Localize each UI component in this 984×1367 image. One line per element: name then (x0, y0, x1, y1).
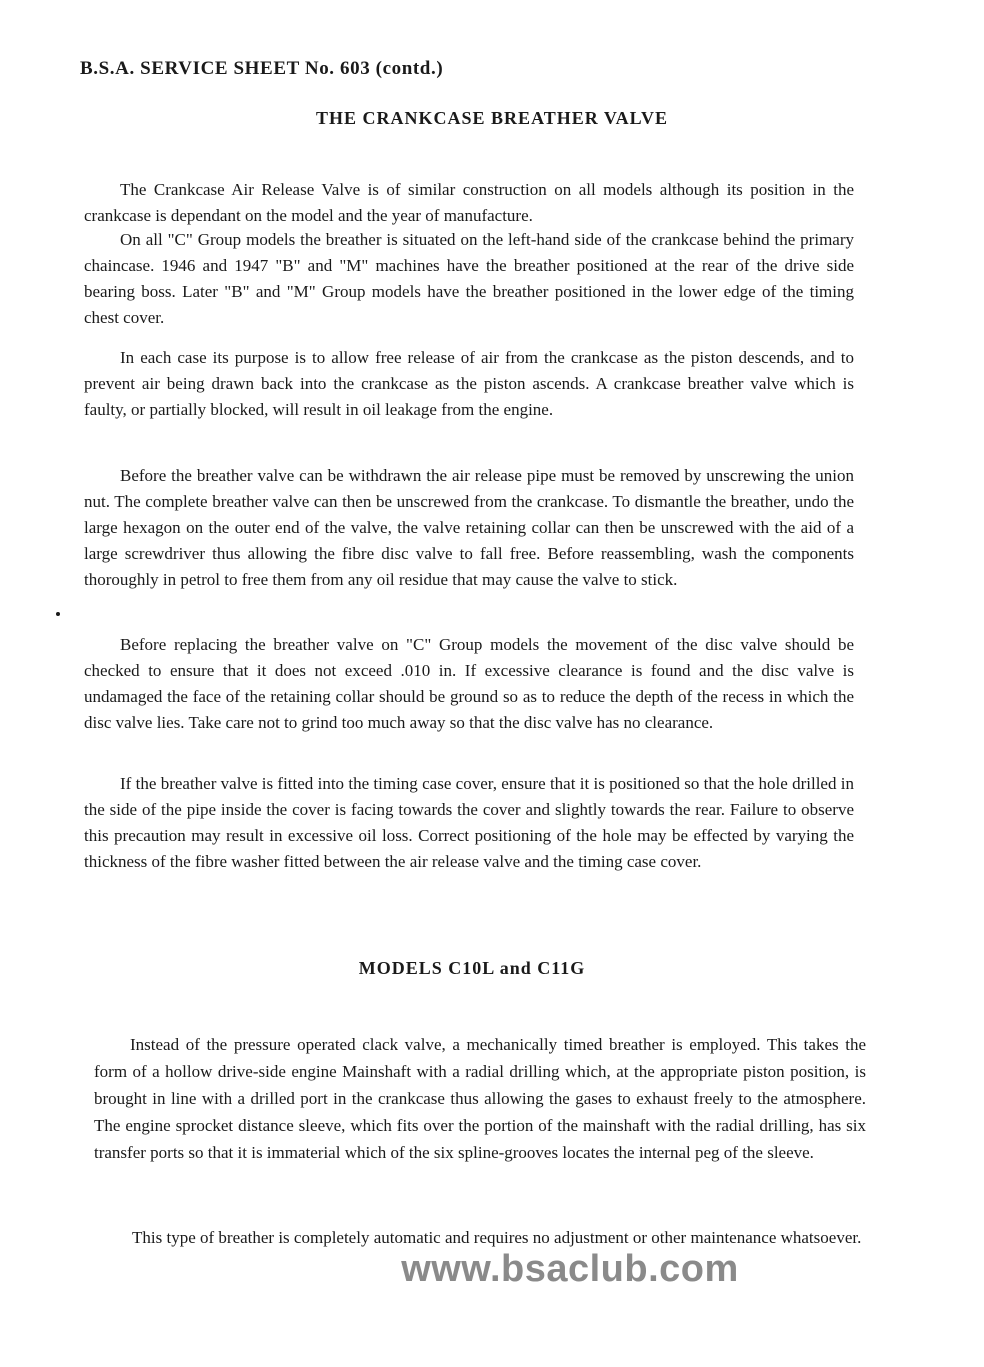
site-watermark: www.bsaclub.com (401, 1248, 739, 1290)
section-title-breather-valve: THE CRANKCASE BREATHER VALVE (316, 108, 668, 128)
paragraph: This type of breather is completely automatic and requires no adjustment or other maintenance whatsoever. (132, 1228, 862, 1247)
paragraph: In each case its purpose is to allow free release of air from the crankcase as the piston descends, and to prevent air being drawn back into the crankcase as the piston ascends. A crankcase breather valve which is faulty, or partially blocked, will result in oil leakage from the engine. (84, 348, 854, 419)
paragraph: Instead of the pressure operated clack valve, a mechanically timed breather is employed. This takes the form of a hollow drive-side engine Mainshaft with a radial drilling which, at the appropriate piston position, is brought in line with a drilled port in the crankcase thus allowing the gases to exhaust freely to the atmosphere. The engine sprocket distance sleeve, which fits over the portion of the mainshaft with the radial drilling, has six transfer ports so that it is immaterial which of the six spline-grooves locates the internal peg of the sleeve. (94, 1035, 866, 1162)
paragraph: The Crankcase Air Release Valve is of similar construction on all models although its position in the crankcase is dependant on the model and the year of manufacture. (84, 180, 854, 225)
sheet-header: B.S.A. SERVICE SHEET No. 603 (contd.) (80, 58, 444, 79)
paragraph: Before the breather valve can be withdrawn the air release pipe must be removed by unscrewing the union nut. The complete breather valve can then be unscrewed from the crankcase. To dismantle the breather, undo the large hexagon on the outer end of the valve, the valve retaining collar can then be unscrewed with the aid of a large screwdriver thus allowing the fibre disc valve to fall free. Before reassembling, wash the components thoroughly in petrol to free them from any oil residue that may cause the valve to stick. (84, 466, 854, 589)
margin-dot (56, 612, 60, 616)
paragraph: If the breather valve is fitted into the timing case cover, ensure that it is positioned so that the hole drilled in the side of the pipe inside the cover is facing towards the cover and slightly towards the rear. Failure to observe this precaution may result in excessive oil loss. Correct positioning of the hole may be effected by varying the thickness of the fibre washer fitted between the air release valve and the timing case cover. (84, 774, 854, 871)
section-title-models: MODELS C10L and C11G (358, 958, 586, 978)
paragraph: Before replacing the breather valve on "C" Group models the movement of the disc valve should be checked to ensure that it does not exceed .010 in. If excessive clearance is found and the disc valve is undamaged the face of the retaining collar should be ground so as to reduce the depth of the recess in which the disc valve lies. Take care not to grind too much away so that the disc valve has no clearance. (84, 635, 854, 732)
paragraph: On all "C" Group models the breather is situated on the left-hand side of the crankcase behind the primary chaincase. 1946 and 1947 "B" and "M" machines have the breather positioned at the rear of the drive side bearing boss. Later "B" and "M" Group models have the breather positioned in the lower edge of the timing chest cover. (84, 230, 854, 327)
